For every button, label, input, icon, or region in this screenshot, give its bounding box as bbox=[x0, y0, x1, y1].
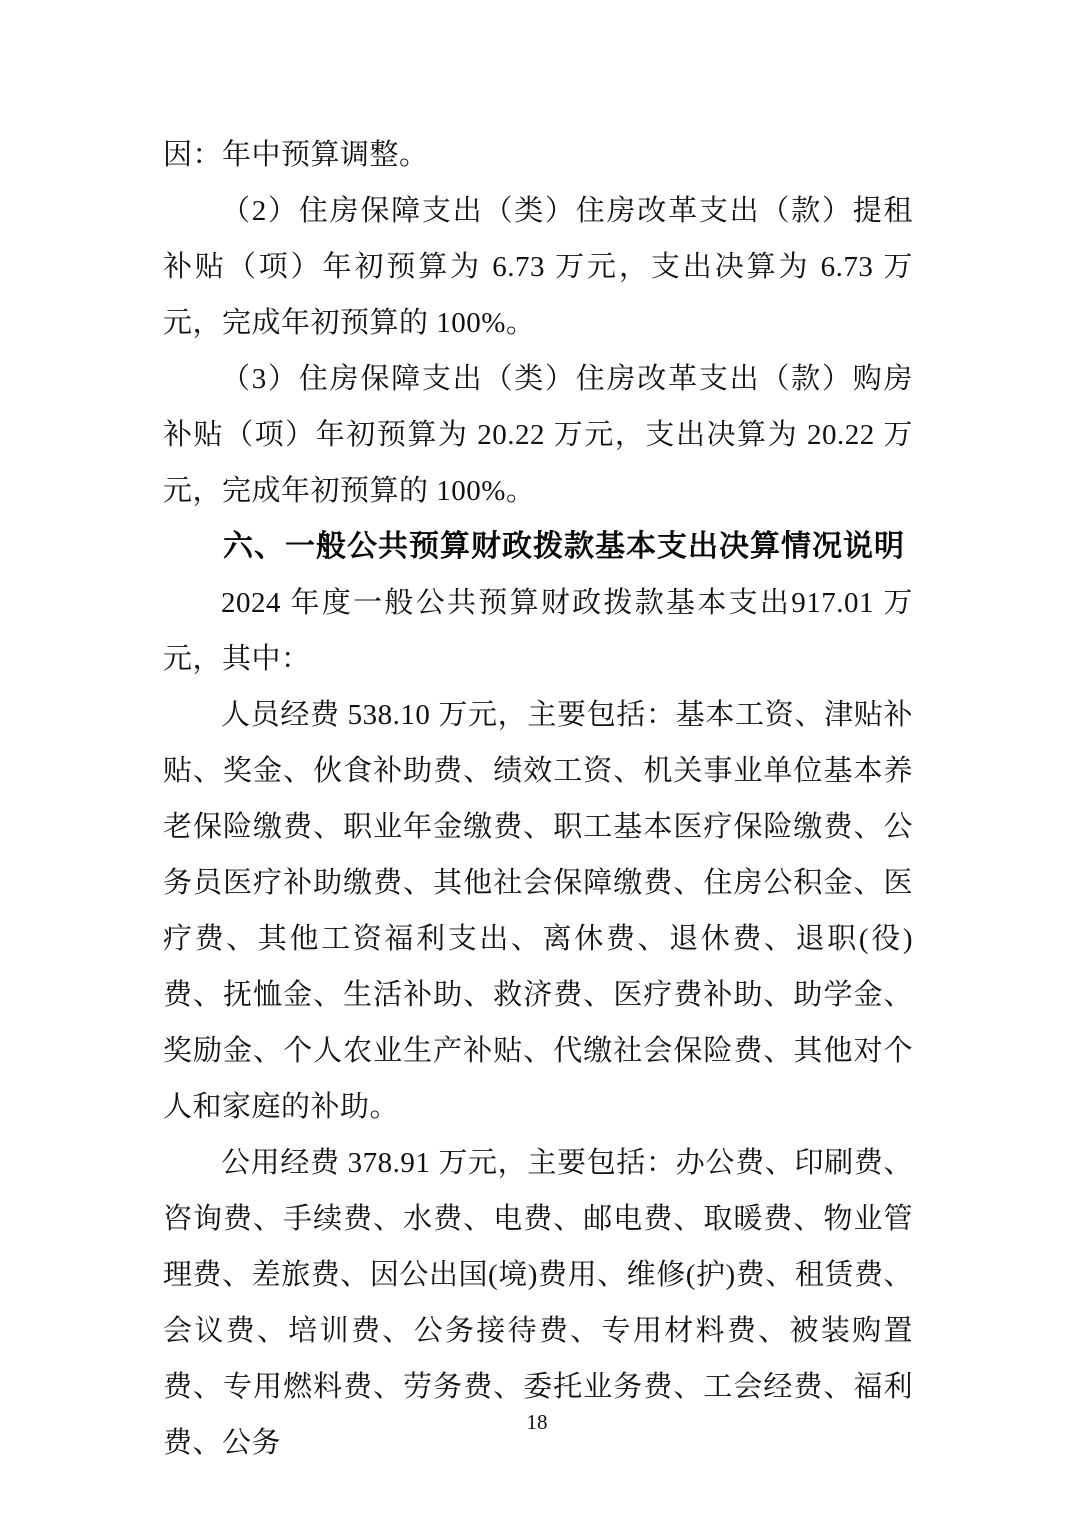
continuation-paragraph: 因：年中预算调整。 bbox=[163, 139, 429, 171]
personnel-funds-paragraph: 人员经费 538.10 万元，主要包括：基本工资、津贴补贴、奖金、伙食补助费、绩效工资、机关事业单位基本养老保险缴费、职业年金缴费、职工基本医疗保险缴费、公务员医疗补助缴费、其他社会保障缴费、住房公积金、医疗费、其他工资福利支出、离休费、退休费、退职(役)费、抚恤金、生活补助、救济费、医疗费补助、助学金、奖励金、个人农业生产补贴、代缴社会保险费、其他对个人和家庭的补助。 bbox=[163, 699, 913, 1123]
document-body bbox=[163, 127, 913, 1471]
public-funds-paragraph: 公用经费 378.91 万元，主要包括：办公费、印刷费、咨询费、手续费、水费、电费、邮电费、取暖费、物业管理费、差旅费、因公出国(境)费用、维修(护)费、租赁费、会议费、培训费、公务接待费、专用材料费、被装购置费、专用燃料费、劳务费、委托业务费、工会经费、福利费、公务 bbox=[163, 1147, 913, 1459]
item-2-paragraph: （2）住房保障支出（类）住房改革支出（款）提租补贴（项）年初预算为 6.73 万元，支出决算为 6.73 万元，完成年初预算的 100%。 bbox=[163, 195, 913, 339]
section-six-heading: 六、一般公共预算财政拨款基本支出决算情况说明 bbox=[223, 530, 905, 563]
item-3-paragraph: （3）住房保障支出（类）住房改革支出（款）购房补贴（项）年初预算为 20.22 万元，支出决算为 20.22 万元，完成年初预算的 100%。 bbox=[163, 363, 913, 507]
total-basic-expenditure-paragraph: 2024 年度一般公共预算财政拨款基本支出917.01 万元，其中： bbox=[163, 587, 913, 675]
page-number: 18 bbox=[526, 1410, 548, 1434]
